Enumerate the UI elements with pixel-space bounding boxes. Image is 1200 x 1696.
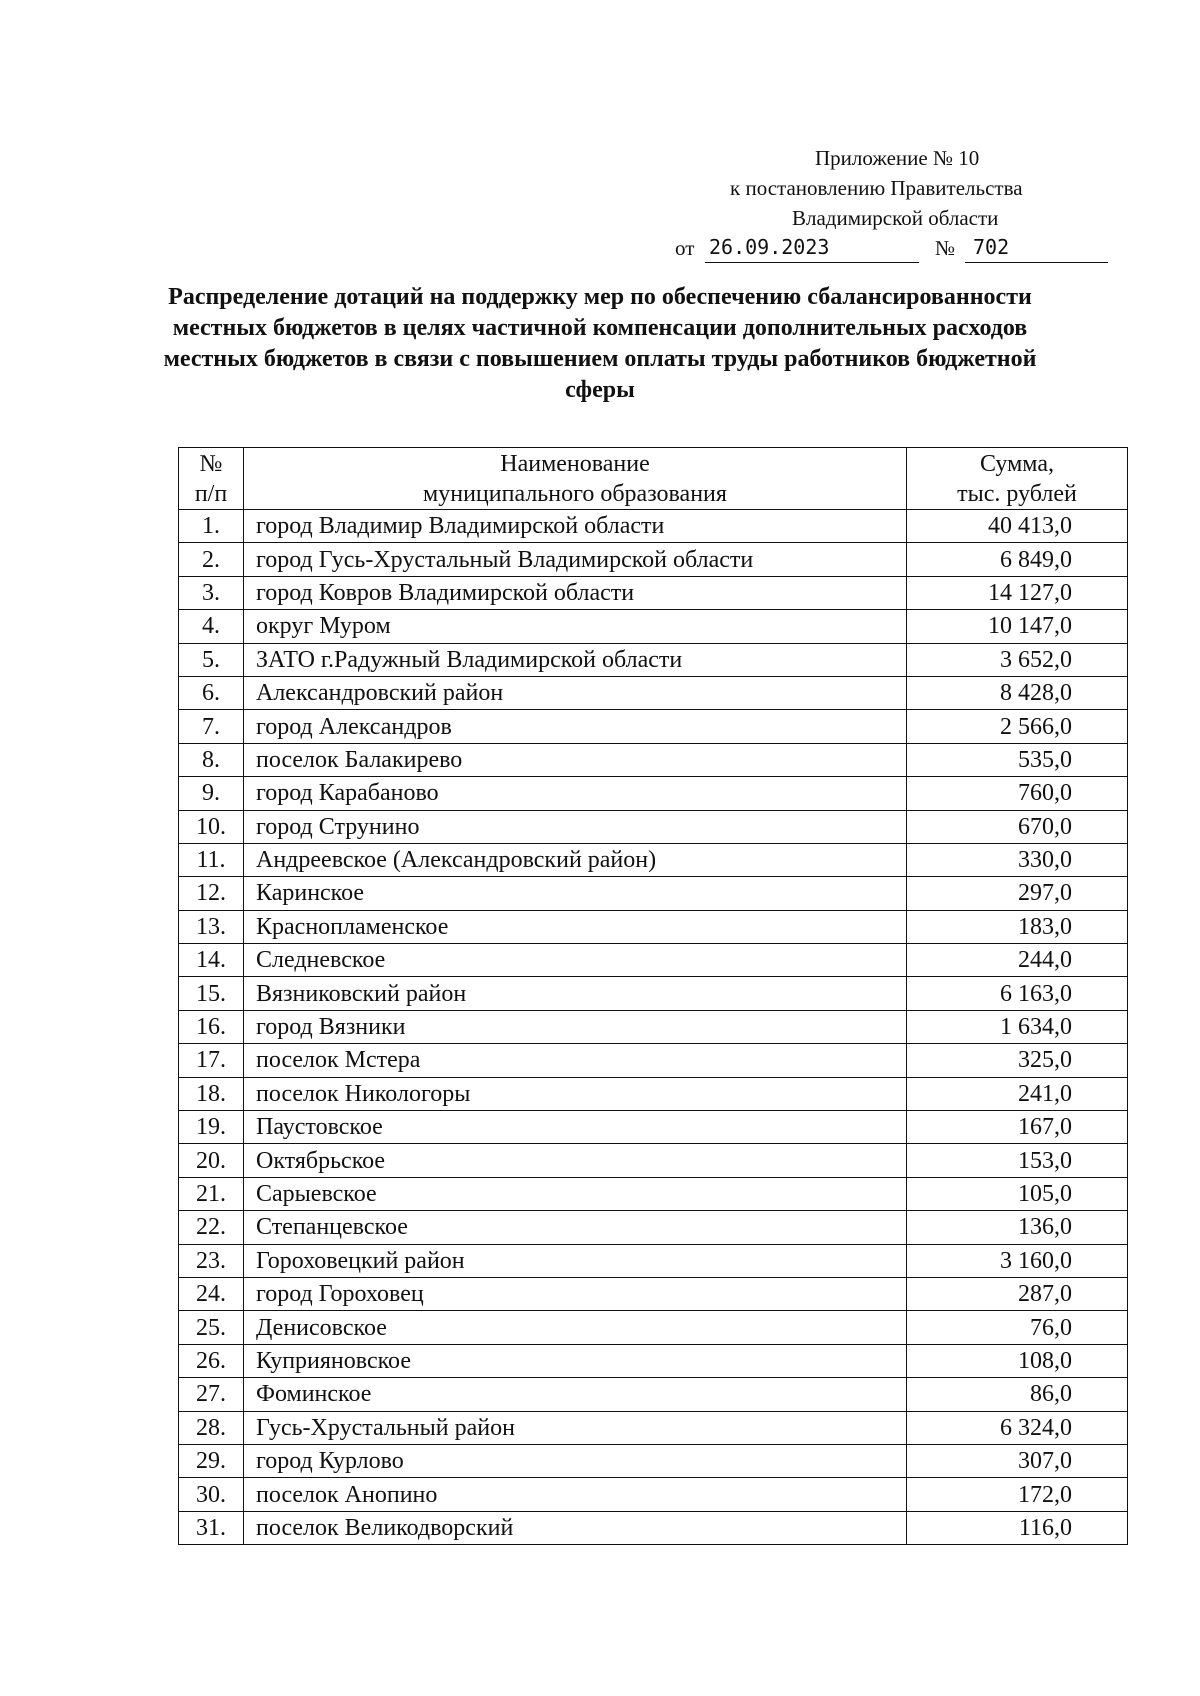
table-row xyxy=(179,1277,1128,1310)
row-number: 25. xyxy=(179,1311,244,1344)
subsidy-amount: 244,0 xyxy=(1018,947,1072,974)
municipality-name: Куприяновское xyxy=(244,1344,907,1377)
row-sum-cell xyxy=(907,977,1128,1010)
table-row xyxy=(179,510,1128,543)
subsidy-amount: 2 566,0 xyxy=(1000,713,1072,740)
subsidy-amount: 330,0 xyxy=(1018,847,1072,874)
row-sum-cell xyxy=(907,743,1128,776)
table-row xyxy=(179,877,1128,910)
row-number: 6. xyxy=(179,676,244,709)
decree-number: 702 xyxy=(965,233,1108,263)
row-sum-cell xyxy=(907,1244,1128,1277)
subsidy-amount: 105,0 xyxy=(1018,1181,1072,1207)
subsidy-table xyxy=(178,447,1128,1545)
header-name-line1: Наименование xyxy=(500,450,650,477)
subsidy-amount: 6 849,0 xyxy=(1000,546,1072,573)
table-row xyxy=(179,676,1128,709)
municipality-name: округ Муром xyxy=(244,610,907,643)
appendix-block xyxy=(675,143,1110,263)
municipality-name: Каринское xyxy=(244,877,907,910)
table-row xyxy=(179,1010,1128,1043)
table-body xyxy=(179,510,1128,1545)
municipality-name: город Курлово xyxy=(244,1444,907,1477)
table-row xyxy=(179,1244,1128,1277)
municipality-name: город Струнино xyxy=(244,810,907,843)
table-row xyxy=(179,810,1128,843)
municipality-name: город Ковров Владимирской области xyxy=(244,576,907,609)
header-num-line2: п/п xyxy=(194,480,228,507)
table-row xyxy=(179,576,1128,609)
number-sign: № xyxy=(935,236,956,260)
table-row xyxy=(179,777,1128,810)
subsidy-amount: 14 127,0 xyxy=(988,579,1072,606)
table-row xyxy=(179,910,1128,943)
row-number: 9. xyxy=(179,777,244,810)
row-sum-cell xyxy=(907,877,1128,910)
row-sum-cell xyxy=(907,910,1128,943)
table-row xyxy=(179,1144,1128,1177)
row-number: 5. xyxy=(179,643,244,676)
row-sum-cell xyxy=(907,1077,1128,1110)
header-name xyxy=(244,448,907,510)
appendix-decree: к постановлению Правительства xyxy=(730,176,1023,200)
row-sum-cell xyxy=(907,676,1128,709)
document-title: Распределение дотаций на поддержку мер по обеспечению сбалансированности местных бюджетов в целях частичной компенсации дополнительных расходов местных бюджетов в связи с повышением оплаты труды работников бюджетной сферы xyxy=(163,284,1037,403)
subsidy-amount: 1 634,0 xyxy=(1000,1014,1072,1041)
appendix-title: Приложение № 10 xyxy=(815,146,980,170)
table-row xyxy=(179,1344,1128,1377)
table-header-row xyxy=(179,448,1128,510)
row-number: 20. xyxy=(179,1144,244,1177)
table-row xyxy=(179,1077,1128,1110)
subsidy-amount: 3 652,0 xyxy=(1000,646,1072,673)
table-row xyxy=(179,1211,1128,1244)
table-row xyxy=(179,1311,1128,1344)
row-number: 22. xyxy=(179,1211,244,1244)
row-number: 7. xyxy=(179,710,244,743)
header-num xyxy=(179,448,244,510)
row-sum-cell xyxy=(907,710,1128,743)
row-number: 18. xyxy=(179,1077,244,1110)
row-sum-cell xyxy=(907,1277,1128,1310)
municipality-name: Степанцевское xyxy=(244,1211,907,1244)
subsidy-amount: 76,0 xyxy=(1030,1314,1072,1341)
row-number: 28. xyxy=(179,1411,244,1444)
row-sum-cell xyxy=(907,1478,1128,1511)
subsidy-amount: 297,0 xyxy=(1018,880,1072,907)
municipality-name: поселок Анопино xyxy=(244,1478,907,1511)
row-sum-cell xyxy=(907,1411,1128,1444)
row-sum-cell xyxy=(907,810,1128,843)
table-row xyxy=(179,1111,1128,1144)
subsidy-amount: 172,0 xyxy=(1018,1481,1072,1508)
municipality-name: Андреевское (Александровский район) xyxy=(244,843,907,876)
row-sum-cell xyxy=(907,543,1128,576)
subsidy-amount: 10 147,0 xyxy=(988,613,1072,640)
row-sum-cell xyxy=(907,777,1128,810)
row-sum-cell xyxy=(907,576,1128,609)
municipality-name: поселок Балакирево xyxy=(244,743,907,776)
subsidy-amount: 670,0 xyxy=(1018,813,1072,840)
municipality-name: Октябрьское xyxy=(244,1144,907,1177)
table-row xyxy=(179,643,1128,676)
decree-date: 26.09.2023 xyxy=(705,233,919,263)
row-number: 12. xyxy=(179,877,244,910)
appendix-region: Владимирской области xyxy=(792,206,999,230)
table-row xyxy=(179,1411,1128,1444)
municipality-name: город Гороховец xyxy=(244,1277,907,1310)
row-sum-cell xyxy=(907,1211,1128,1244)
subsidy-amount: 108,0 xyxy=(1018,1347,1072,1374)
table-row xyxy=(179,1511,1128,1544)
municipality-name: ЗАТО г.Радужный Владимирской области xyxy=(244,643,907,676)
row-sum-cell xyxy=(907,1177,1128,1210)
row-number: 11. xyxy=(179,843,244,876)
municipality-name: город Александров xyxy=(244,710,907,743)
row-number: 8. xyxy=(179,743,244,776)
subsidy-amount: 325,0 xyxy=(1018,1047,1072,1074)
table-row xyxy=(179,1378,1128,1411)
subsidy-amount: 6 163,0 xyxy=(1000,980,1072,1007)
header-num-line1: № xyxy=(199,450,223,477)
row-sum-cell xyxy=(907,1010,1128,1043)
row-sum-cell xyxy=(907,843,1128,876)
subsidy-amount: 183,0 xyxy=(1018,913,1072,940)
header-sum xyxy=(907,448,1128,510)
municipality-name: поселок Мстера xyxy=(244,1044,907,1077)
table-row xyxy=(179,710,1128,743)
header-sum-line2: тыс. рублей xyxy=(957,480,1077,507)
row-number: 24. xyxy=(179,1277,244,1310)
row-number: 17. xyxy=(179,1044,244,1077)
row-number: 1. xyxy=(179,510,244,543)
row-sum-cell xyxy=(907,610,1128,643)
municipality-name: Гусь-Хрустальный район xyxy=(244,1411,907,1444)
table-row xyxy=(179,743,1128,776)
municipality-name: город Гусь-Хрустальный Владимирской области xyxy=(244,543,907,576)
row-number: 23. xyxy=(179,1244,244,1277)
municipality-name: город Вязники xyxy=(244,1010,907,1043)
municipality-name: Следневское xyxy=(244,944,907,977)
municipality-name: поселок Великодворский xyxy=(244,1511,907,1544)
subsidy-amount: 8 428,0 xyxy=(1000,680,1072,707)
row-number: 15. xyxy=(179,977,244,1010)
row-sum-cell xyxy=(907,1344,1128,1377)
table-row xyxy=(179,1177,1128,1210)
row-sum-cell xyxy=(907,1311,1128,1344)
row-number: 3. xyxy=(179,576,244,609)
subsidy-amount: 40 413,0 xyxy=(988,513,1072,540)
row-sum-cell xyxy=(907,1378,1128,1411)
row-number: 13. xyxy=(179,910,244,943)
row-number: 21. xyxy=(179,1177,244,1210)
municipality-name: Паустовское xyxy=(244,1111,907,1144)
subsidy-amount: 287,0 xyxy=(1018,1281,1072,1308)
row-number: 16. xyxy=(179,1010,244,1043)
table-row xyxy=(179,1044,1128,1077)
table-row xyxy=(179,1444,1128,1477)
municipality-name: Вязниковский район xyxy=(244,977,907,1010)
row-number: 27. xyxy=(179,1378,244,1411)
row-sum-cell xyxy=(907,1111,1128,1144)
subsidy-amount: 86,0 xyxy=(1030,1381,1072,1408)
header-sum-line1: Сумма, xyxy=(980,450,1054,477)
row-number: 19. xyxy=(179,1111,244,1144)
row-number: 29. xyxy=(179,1444,244,1477)
subsidy-amount: 6 324,0 xyxy=(1000,1414,1072,1441)
row-sum-cell xyxy=(907,944,1128,977)
table-row xyxy=(179,843,1128,876)
municipality-name: город Карабаново xyxy=(244,777,907,810)
row-number: 30. xyxy=(179,1478,244,1511)
row-number: 31. xyxy=(179,1511,244,1544)
table-row xyxy=(179,543,1128,576)
row-sum-cell xyxy=(907,643,1128,676)
table-row xyxy=(179,944,1128,977)
subsidy-amount: 535,0 xyxy=(1018,746,1072,773)
appendix-date-line xyxy=(675,233,1110,263)
row-number: 2. xyxy=(179,543,244,576)
subsidy-amount: 3 160,0 xyxy=(1000,1247,1072,1274)
subsidy-amount: 116,0 xyxy=(1018,1514,1072,1541)
row-sum-cell xyxy=(907,1444,1128,1477)
row-number: 14. xyxy=(179,944,244,977)
row-number: 10. xyxy=(179,810,244,843)
municipality-name: Денисовское xyxy=(244,1311,907,1344)
row-sum-cell xyxy=(907,1511,1128,1544)
municipality-name: Фоминское xyxy=(244,1378,907,1411)
subsidy-amount: 307,0 xyxy=(1018,1448,1072,1475)
table-row xyxy=(179,1478,1128,1511)
date-prefix: от xyxy=(675,236,695,260)
municipality-name: Александровский район xyxy=(244,676,907,709)
row-number: 4. xyxy=(179,610,244,643)
row-number: 26. xyxy=(179,1344,244,1377)
municipality-name: Гороховецкий район xyxy=(244,1244,907,1277)
header-name-line2: муниципального образования xyxy=(423,480,727,507)
row-sum-cell xyxy=(907,1044,1128,1077)
subsidy-amount: 760,0 xyxy=(1018,780,1072,807)
subsidy-amount: 241,0 xyxy=(1018,1080,1072,1107)
municipality-name: Сарыевское xyxy=(244,1177,907,1210)
subsidy-amount: 167,0 xyxy=(1018,1114,1072,1141)
municipality-name: Краснопламенское xyxy=(244,910,907,943)
municipality-name: поселок Никологоры xyxy=(244,1077,907,1110)
table-row xyxy=(179,610,1128,643)
row-sum-cell xyxy=(907,510,1128,543)
row-sum-cell xyxy=(907,1144,1128,1177)
subsidy-amount: 153,0 xyxy=(1018,1147,1072,1174)
municipality-name: город Владимир Владимирской области xyxy=(244,510,907,543)
table-row xyxy=(179,977,1128,1010)
subsidy-amount: 136,0 xyxy=(1018,1214,1072,1241)
